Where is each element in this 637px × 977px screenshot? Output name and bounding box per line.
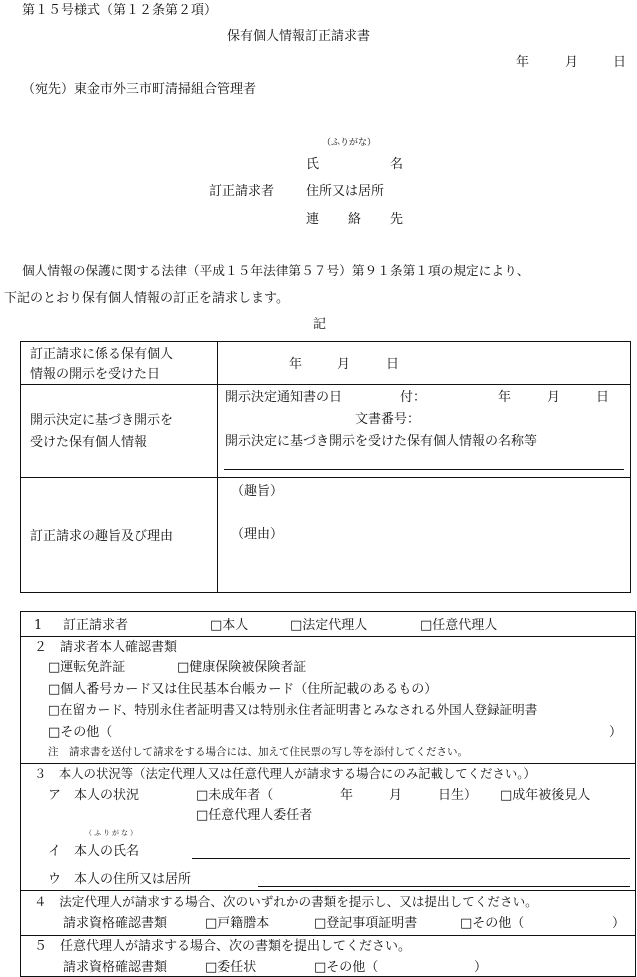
- addressee: （宛先）東金市外三市町清掃組合管理者: [22, 82, 257, 97]
- date-day-label: 日: [613, 55, 627, 70]
- disclosed-info-label-2: 受けた保有個人情報: [30, 435, 148, 450]
- disclosed-info-label-1: 開示決定に基づき開示を: [30, 413, 174, 428]
- purpose-field[interactable]: [224, 500, 622, 522]
- document-number-label: 文書番号：: [355, 412, 421, 427]
- minor-birth-day-label: 日生）: [438, 788, 478, 803]
- checkbox-adult-ward[interactable]: □成年被後見人: [500, 788, 591, 803]
- details-rule-2: [20, 763, 636, 764]
- disclosure-date-label-2: 情報の開示を受けた日: [30, 367, 161, 382]
- ki-label: 記: [313, 317, 327, 332]
- requester-contact-char-1: 連: [306, 212, 320, 227]
- page-title: 保有個人情報訂正請求書: [227, 29, 371, 44]
- section-3-heading: ３ 本人の状況等（法定代理人又は任意代理人が請求する場合にのみ記載してください。）: [34, 766, 536, 781]
- checkbox-legal-agent[interactable]: □法定代理人: [290, 618, 368, 633]
- checkbox-other-id[interactable]: □その他（: [48, 725, 113, 740]
- notice-year-label: 年: [498, 390, 512, 405]
- notice-fu-label: 付：: [400, 390, 427, 405]
- checkbox-family-register[interactable]: □戸籍謄本: [205, 916, 270, 931]
- disclosure-date-label-1: 訂正請求に係る保有個人: [30, 347, 174, 362]
- disclosure-month-label: 月: [337, 357, 351, 372]
- section-1-label: 訂正請求者: [63, 618, 129, 633]
- checkbox-section-4-other[interactable]: □その他（: [460, 916, 525, 931]
- notice-month-label: 月: [547, 390, 561, 405]
- person-name-label: イ 本人の氏名: [48, 844, 140, 859]
- checkbox-self[interactable]: □本人: [210, 618, 249, 633]
- disclosure-table-rule-1: [20, 384, 631, 385]
- details-rule-1: [20, 636, 636, 637]
- reason-label: （理由）: [231, 527, 284, 542]
- other-id-field[interactable]: [160, 724, 600, 740]
- requester-contact-char-3: 先: [390, 212, 404, 227]
- requester-name-char-1: 氏: [306, 157, 320, 172]
- section-4-heading: ４ 法定代理人が請求する場合、次のいずれかの書類を提示し、又は提出してください。: [34, 894, 538, 909]
- section-2-note: 注 請求書を送付して請求をする場合には、加えて住民票の写し等を添付してください。: [48, 746, 468, 758]
- section-5-heading: ５ 任意代理人が請求する場合、次の書類を提出してください。: [34, 939, 412, 954]
- minor-birth-month-label: 月: [389, 788, 403, 803]
- checkbox-section-5-other[interactable]: □その他（: [314, 960, 379, 975]
- date-month-label: 月: [565, 55, 579, 70]
- disclosure-table-divider: [217, 341, 218, 593]
- details-rule-3: [20, 890, 636, 891]
- minor-birth-year-label: 年: [340, 788, 354, 803]
- notice-date-label: 開示決定通知書の日: [225, 390, 343, 405]
- requester-label: 訂正請求者: [209, 184, 275, 199]
- section-4-docs-label: 請求資格確認書類: [63, 916, 168, 931]
- section-4-other-field[interactable]: [548, 915, 608, 931]
- checkbox-delegator[interactable]: □任意代理人委任者: [196, 808, 313, 823]
- checkbox-power-of-attorney[interactable]: □委任状: [205, 960, 257, 975]
- requester-address-label: 住所又は居所: [306, 184, 385, 199]
- notice-day-label: 日: [596, 390, 610, 405]
- checkbox-drivers-license[interactable]: □運転免許証: [48, 660, 126, 675]
- disclosed-info-name-field[interactable]: [224, 469, 624, 470]
- disclosure-year-label: 年: [289, 357, 303, 372]
- checkbox-health-insurance[interactable]: □健康保険被保険者証: [177, 660, 307, 675]
- person-address-field[interactable]: [258, 886, 630, 887]
- requester-name-char-2: 名: [390, 157, 404, 172]
- details-rule-4: [20, 935, 636, 936]
- section-1-number: 1: [34, 618, 43, 633]
- purpose-reason-label: 訂正請求の趣旨及び理由: [30, 529, 174, 544]
- intro-line-2: 下記のとおり保有個人情報の訂正を請求します。: [4, 291, 289, 306]
- disclosure-day-label: 日: [386, 357, 400, 372]
- checkbox-residence-card[interactable]: □在留カード、特別永住者証明書又は特別永住者証明書とみなされる外国人登録証明書: [48, 702, 538, 717]
- person-name-furigana-label: （ふりがな）: [85, 829, 139, 837]
- person-status-label: ア 本人の状況: [48, 788, 140, 803]
- person-address-label: ウ 本人の住所又は居所: [48, 872, 192, 887]
- checkbox-my-number-card[interactable]: □個人番号カード又は住民基本台帳カード（住所記載のあるもの）: [48, 682, 438, 697]
- person-name-field[interactable]: [192, 858, 630, 859]
- disclosed-info-name-label: 開示決定に基づき開示を受けた保有個人情報の名称等: [225, 434, 538, 449]
- intro-line-1: 個人情報の保護に関する法律（平成１５年法律第５７号）第９１条第１項の規定により、: [22, 263, 530, 278]
- section-5-docs-label: 請求資格確認書類: [63, 960, 168, 975]
- requester-furigana-label: （ふりがな）: [322, 138, 377, 148]
- purpose-label: （趣旨）: [231, 484, 284, 499]
- other-id-close-paren: ）: [609, 725, 623, 740]
- checkbox-minor[interactable]: □未成年者（: [196, 788, 274, 803]
- section-5-close-paren: ）: [474, 960, 488, 975]
- section-5-other-field[interactable]: [402, 959, 470, 975]
- checkbox-voluntary-agent[interactable]: □任意代理人: [420, 618, 498, 633]
- requester-contact-char-2: 絡: [348, 212, 362, 227]
- form-number: 第１５号様式（第１２条第２項）: [22, 3, 218, 18]
- section-2-heading: ２ 請求者本人確認書類: [34, 640, 178, 655]
- date-year-label: 年: [516, 55, 530, 70]
- disclosure-table-rule-2: [20, 477, 631, 478]
- checkbox-registry-certificate[interactable]: □登記事項証明書: [314, 916, 418, 931]
- reason-field[interactable]: [224, 545, 622, 589]
- section-4-close-paren: ）: [612, 916, 626, 931]
